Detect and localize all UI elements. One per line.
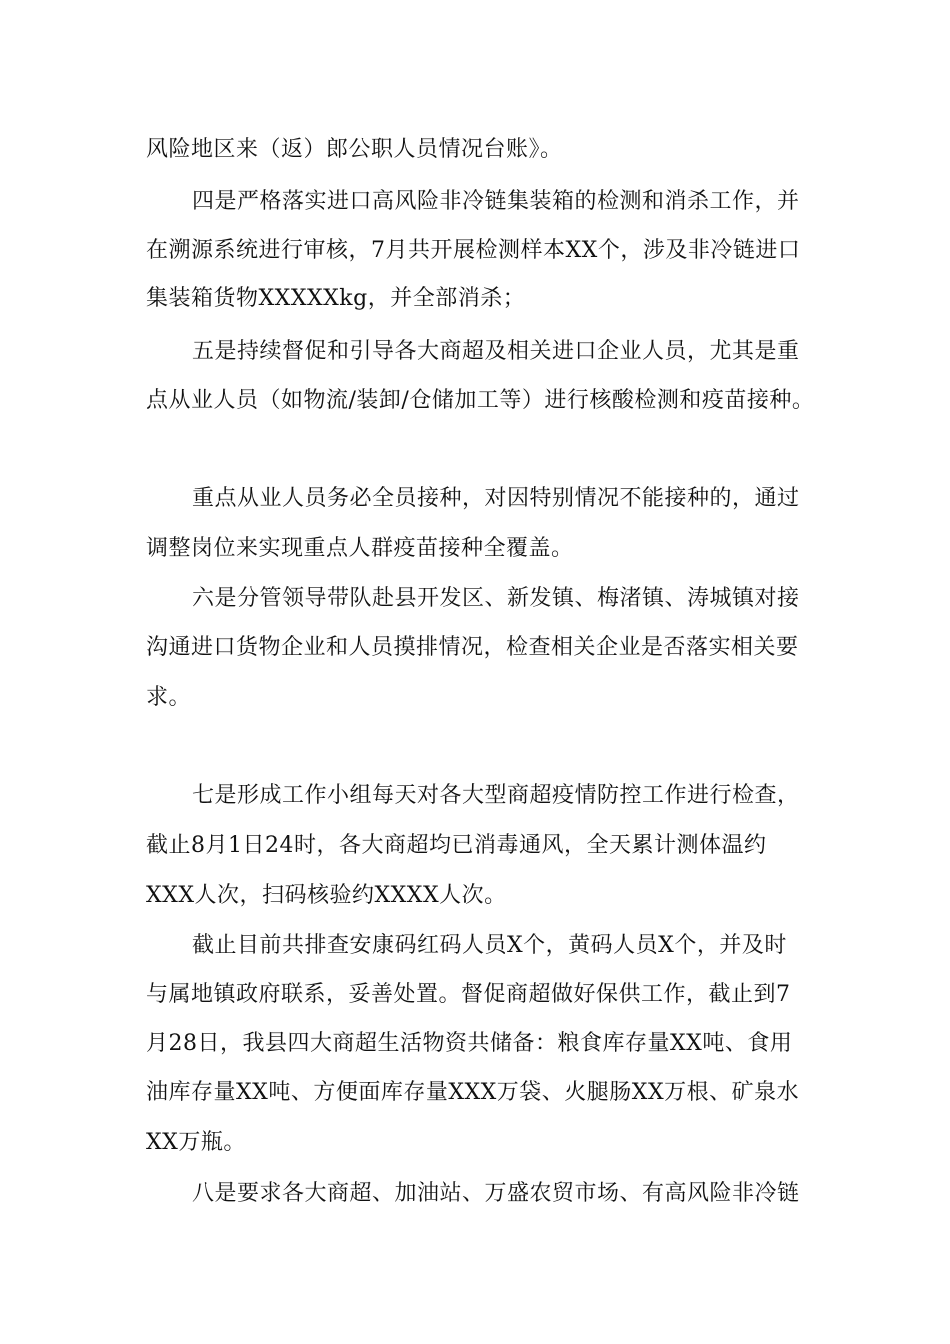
text-line: XXX人次，扫码核验约XXXX人次。 [146,883,507,908]
text-line: XX万瓶。 [146,1130,246,1155]
text-line: 风险地区来（返）郎公职人员情况台账》。 [146,137,563,162]
text-line: 八是要求各大商超、加油站、万盛农贸市场、有高风险非冷链 [192,1181,800,1206]
text-line: 求。 [146,685,192,710]
text-line: 集装箱货物XXXXXkg，并全部消杀； [146,286,526,311]
text-line: 点从业人员（如物流/装卸/仓储加工等）进行核酸检测和疫苗接种。 [146,388,815,413]
text-line: 截止8月1日24时，各大商超均已消毒通风，全天累计测体温约 [146,833,767,858]
text-line: 四是严格落实进口高风险非冷链集装箱的检测和消杀工作，并 [192,189,800,214]
text-line: 截止目前共排查安康码红码人员X个，黄码人员X个，并及时 [192,933,787,958]
text-line: 沟通进口货物企业和人员摸排情况，检查相关企业是否落实相关要 [146,635,799,660]
text-line: 重点从业人员务必全员接种，对因特别情况不能接种的，通过 [192,486,800,511]
text-line: 调整岗位来实现重点人群疫苗接种全覆盖。 [146,536,574,561]
text-line: 月28日，我县四大商超生活物资共储备：粮食库存量XX吨、食用 [146,1031,793,1056]
text-line: 七是形成工作小组每天对各大型商超疫情防控工作进行检查， [192,783,800,808]
text-line: 与属地镇政府联系，妥善处置。督促商超做好保供工作，截止到7 [146,982,791,1007]
text-line: 油库存量XX吨、方便面库存量XXX万袋、火腿肠XX万根、矿泉水 [146,1080,800,1105]
text-line: 五是持续督促和引导各大商超及相关进口企业人员，尤其是重 [192,339,800,364]
text-line: 在溯源系统进行审核，7月共开展检测样本XX个，涉及非冷链进口 [146,238,801,263]
text-line: 六是分管领导带队赴县开发区、新发镇、梅渚镇、涛城镇对接 [192,586,800,611]
